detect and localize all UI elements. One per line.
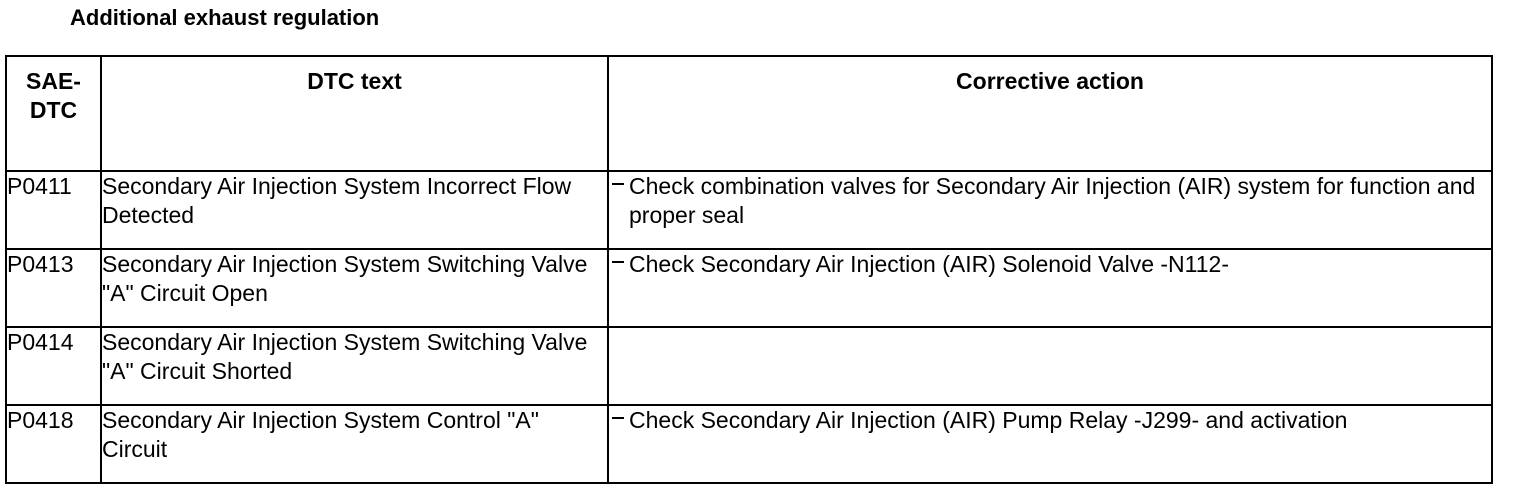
corrective-action-cell <box>608 249 1492 327</box>
dtc-text-cell: Secondary Air Injection System Switching Valve "A" Circuit Shorted <box>101 327 608 405</box>
corrective-action-cell <box>608 405 1492 483</box>
corrective-action-cell <box>608 327 1492 405</box>
header-dtc-text: DTC text <box>101 56 608 171</box>
page-title: Additional exhaust regulation <box>70 5 380 30</box>
dtc-table <box>5 55 1493 484</box>
dtc-code-cell: P0414 <box>6 327 101 405</box>
corrective-action-cell <box>608 171 1492 249</box>
dtc-text-cell: Secondary Air Injection System Control "A" Circuit <box>101 405 608 483</box>
dash-bullet-icon <box>609 250 629 279</box>
dtc-text-cell: Secondary Air Injection System Incorrect Flow Detected <box>101 171 608 249</box>
header-sae-dtc-line2: DTC <box>29 97 78 123</box>
header-sae-dtc <box>6 56 101 171</box>
corrective-action-text: Check Secondary Air Injection (AIR) Pump Relay -J299- and activation <box>629 407 1348 433</box>
dash-bullet-icon <box>609 406 629 435</box>
table-row <box>6 327 1492 405</box>
table-row <box>6 405 1492 483</box>
corrective-action-text: Check combination valves for Secondary Air Injection (AIR) system for function and proper seal <box>629 173 1476 228</box>
dtc-text-cell: Secondary Air Injection System Switching Valve "A" Circuit Open <box>101 249 608 327</box>
table-row <box>6 249 1492 327</box>
header-corrective-action: Corrective action <box>608 56 1492 171</box>
table-header-row <box>6 56 1492 171</box>
corrective-action-text: Check Secondary Air Injection (AIR) Solenoid Valve -N112- <box>629 251 1229 277</box>
table-row <box>6 171 1492 249</box>
dtc-code-cell: P0411 <box>6 171 101 249</box>
dtc-code-cell: P0418 <box>6 405 101 483</box>
dash-bullet-icon <box>609 172 629 230</box>
header-sae-dtc-line1: SAE- <box>26 68 81 94</box>
dtc-code-cell: P0413 <box>6 249 101 327</box>
